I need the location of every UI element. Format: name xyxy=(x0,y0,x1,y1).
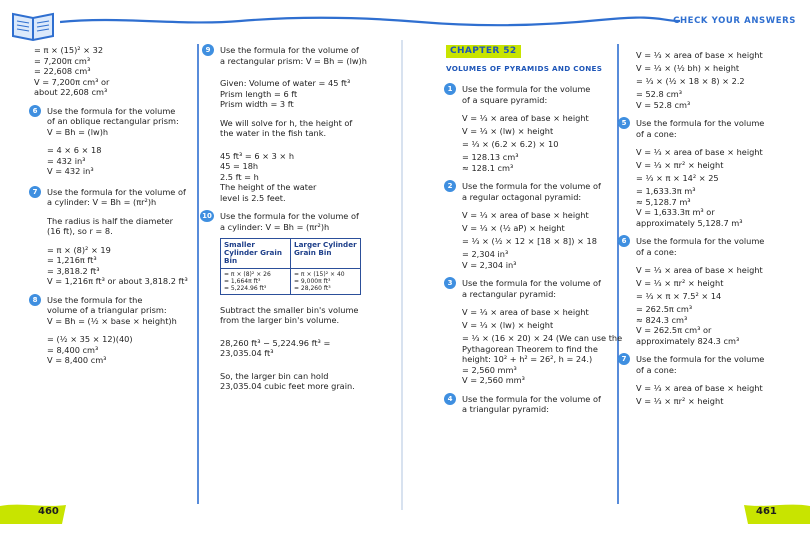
column-1 xyxy=(34,45,194,374)
page-number-right: 461 xyxy=(756,506,777,517)
answer-1 xyxy=(447,84,614,105)
work-line: = 1,633.3π m³ xyxy=(636,186,696,196)
work-line: = 2,560 mm³ xyxy=(462,364,517,375)
prompt-line: of a square pyramid: xyxy=(462,94,548,105)
answer-8 xyxy=(32,294,194,366)
header-wavy-rule xyxy=(60,12,680,28)
grain-bin-table xyxy=(220,238,361,295)
prompt-line: Use the formula for the volume xyxy=(636,236,765,246)
work-line: V = ⅓ × area of base × height xyxy=(462,113,589,123)
note-line: The radius is half the diameter xyxy=(47,215,174,226)
given-line: Prism length = 6 ft xyxy=(220,88,298,99)
prompt-line: a regular octagonal pyramid: xyxy=(462,191,582,202)
column-divider xyxy=(196,44,200,504)
work-line: V = 2,304 in³ xyxy=(462,259,517,270)
prompt-line: a rectangular prism: V = Bh = (lw)h xyxy=(220,55,367,66)
work-line: = ⅓ × (½ × 18 × 8) × 2.2 xyxy=(636,76,745,86)
chapter-title: CHAPTER 52 xyxy=(446,45,521,58)
answer-number-badge: 6 xyxy=(618,235,630,247)
table-cell xyxy=(291,268,361,294)
work-line: = 1,216π ft³ xyxy=(47,255,97,265)
prompt-line: Use the formula for the volume of xyxy=(220,211,359,221)
work-line: V = ⅓ × area of base × height xyxy=(462,307,589,317)
work-line: 2.5 ft = h xyxy=(220,171,259,182)
cell-line: = π × (15)² × 40 xyxy=(294,270,345,278)
work-line: approximately 5,128.7 m³ xyxy=(636,217,743,228)
work-line: = 4 × 6 × 18 xyxy=(47,145,102,155)
work-line: = ⅓ × π × 14² × 25 xyxy=(636,173,719,183)
prompt-line: Use the formula for the volume of xyxy=(462,181,601,191)
given-line: Prism width = 3 ft xyxy=(220,99,294,109)
answer-9 xyxy=(205,45,396,203)
answer-2 xyxy=(447,181,614,202)
table-cell xyxy=(221,268,291,294)
prompt-line: of an oblique rectangular prism: xyxy=(47,116,179,126)
answer-number-badge: 7 xyxy=(29,186,41,198)
prompt-line: a cylinder: V = Bh = (πr²)h xyxy=(220,221,330,232)
work-line: V = ⅓ × (½ aP) × height xyxy=(462,223,565,233)
prompt-line: Use the formula for the volume xyxy=(636,118,765,128)
work-line: = 262.5π cm³ xyxy=(636,304,693,314)
work-line: V = ⅓ × area of base × height xyxy=(636,383,763,393)
work-line: = 52.8 cm³ xyxy=(636,89,683,99)
answer-number-badge: 9 xyxy=(202,44,214,56)
work-line: ≈ 5,128.7 m³ xyxy=(636,196,691,207)
open-book-icon xyxy=(10,8,56,42)
prompt-line: Use the formula for the volume of xyxy=(47,186,186,197)
column-2 xyxy=(202,45,396,400)
continued-solution xyxy=(34,45,194,98)
work-line: level is 2.5 feet. xyxy=(220,192,286,203)
column-3 xyxy=(446,45,623,423)
work-line: V = 432 in³ xyxy=(47,166,94,176)
answer-number-badge: 1 xyxy=(444,83,456,95)
conclusion-line: 23,035.04 cubic feet more grain. xyxy=(220,381,355,392)
work-line: V = 1,633.3π m³ or xyxy=(636,207,715,217)
work-line: = ⅓ × (6.2 × 6.2) × 10 xyxy=(462,139,559,149)
answer-number-badge: 5 xyxy=(618,117,630,129)
work-line: V = 2,560 mm³ xyxy=(462,375,525,385)
note-line: the water in the fish tank. xyxy=(220,128,327,138)
work-block xyxy=(636,383,804,409)
prompt-line: of a cone: xyxy=(636,128,677,139)
prompt-line: Use the formula for the volume of xyxy=(462,278,601,288)
answer-4 xyxy=(447,393,614,415)
cell-line: = π × (8)² × 26 xyxy=(224,270,271,278)
work-line: V = 7,200π cm³ or xyxy=(34,76,110,87)
work-line: = 3,818.2 ft³ xyxy=(47,265,100,276)
cell-line: = 28,260 ft³ xyxy=(294,284,331,292)
prompt-line: a triangular pyramid: xyxy=(462,404,549,414)
note-line: from the larger bin's volume. xyxy=(220,315,340,326)
answer-number-badge: 7 xyxy=(618,353,630,365)
answer-number-badge: 10 xyxy=(200,210,214,222)
answer-3 xyxy=(447,278,614,299)
footer-band-left xyxy=(0,502,70,526)
work-line: V = ⅓ × πr² × height xyxy=(636,396,724,406)
work-block xyxy=(636,265,804,346)
prompt-line: Use the formula for the volume of xyxy=(220,45,359,55)
work-block xyxy=(462,210,614,270)
work-line: = 128.13 cm³ xyxy=(462,152,519,162)
work-line: V = ⅓ × area of base × height xyxy=(636,265,763,275)
work-line: 23,035.04 ft³ xyxy=(220,348,274,359)
table-header: Larger Cylinder Grain Bin xyxy=(291,239,361,269)
prompt-line: Use the formula for the volume xyxy=(636,354,765,364)
note-line: Subtract the smaller bin's volume xyxy=(220,304,359,315)
work-line: about 22,608 cm³ xyxy=(34,87,108,97)
prompt-line: a rectangular pyramid: xyxy=(462,288,557,299)
work-line: V = ⅓ × area of base × height xyxy=(636,147,763,157)
work-line: The height of the water xyxy=(220,182,317,192)
prompt-line: V = Bh = (lw)h xyxy=(47,126,109,137)
work-line: = 2,304 in³ xyxy=(462,249,509,259)
prompt-line: Use the formula for the volume xyxy=(47,105,176,116)
work-block xyxy=(636,147,804,228)
work-line: = π × (15)² × 32 xyxy=(34,45,104,55)
note-line: (16 ft), so r = 8. xyxy=(47,226,113,236)
work-line: 45 ft³ = 6 × 3 × h xyxy=(220,150,295,161)
prompt-line: V = Bh = (½ × base × height)h xyxy=(47,315,177,326)
work-line: = ⅓ × (16 × 20) × 24 (We can use the xyxy=(462,333,623,343)
given-line: Given: Volume of water = 45 ft³ xyxy=(220,78,351,88)
conclusion-line: So, the larger bin can hold xyxy=(220,370,329,381)
cell-line: = 5,224.96 ft³ xyxy=(224,284,267,292)
answer-number-badge: 4 xyxy=(444,393,456,405)
work-line: 28,260 ft³ − 5,224.96 ft³ = xyxy=(220,337,331,348)
column-divider xyxy=(616,44,620,504)
work-line: Pythagorean Theorem to find the xyxy=(462,343,598,354)
answer-number-badge: 8 xyxy=(29,294,41,306)
chapter-subtitle: VOLUMES OF PYRAMIDS AND CONES xyxy=(446,63,603,73)
work-line: V = ⅓ × πr² × height xyxy=(636,278,724,288)
section-header: CHECK YOUR ANSWERS xyxy=(673,16,796,26)
answer-7 xyxy=(32,186,194,287)
work-block xyxy=(462,307,623,386)
work-line: V = 8,400 cm³ xyxy=(47,355,107,365)
work-block xyxy=(462,113,614,173)
work-line: = 7,200π cm³ xyxy=(34,55,91,66)
work-line: 45 = 18h xyxy=(220,161,259,171)
answer-number-badge: 2 xyxy=(444,180,456,192)
work-line: = ⅓ × (½ × 12 × [18 × 8]) × 18 xyxy=(462,236,597,246)
work-line: V = ⅓ × area of base × height xyxy=(636,50,763,60)
answer-10 xyxy=(202,211,396,392)
work-line: height: 10² + h² = 26², h = 24.) xyxy=(462,354,593,364)
prompt-line: of a cone: xyxy=(636,246,677,257)
answer-6 xyxy=(621,236,804,257)
prompt-line: of a cone: xyxy=(636,364,677,375)
work-line: V = ⅓ × (½ bh) × height xyxy=(636,63,740,73)
work-line: V = ⅓ × (lw) × height xyxy=(462,320,554,330)
prompt-line: Use the formula for the volume xyxy=(462,84,591,94)
work-line: = 8,400 cm³ xyxy=(47,344,99,355)
work-line: ≈ 128.1 cm³ xyxy=(462,162,514,173)
answer-number-badge: 6 xyxy=(29,105,41,117)
cell-line: = 1,664π ft³ xyxy=(224,277,261,285)
page-gutter xyxy=(400,40,404,510)
work-line: approximately 824.3 cm³ xyxy=(636,335,740,346)
answer-number-badge: 3 xyxy=(444,277,456,289)
page-number-left: 460 xyxy=(38,506,59,517)
work-line: = π × (8)² × 19 xyxy=(47,244,111,255)
answer-5 xyxy=(621,118,804,139)
work-block xyxy=(636,50,804,110)
cell-line: = 9,000π ft³ xyxy=(294,277,331,285)
answer-7 xyxy=(621,354,804,375)
answer-6 xyxy=(32,105,194,177)
work-line: = ⅓ × π × 7.5² × 14 xyxy=(636,291,722,301)
work-line: V = 52.8 cm³ xyxy=(636,99,691,110)
work-line: = 432 in³ xyxy=(47,155,86,166)
work-line: = (½ × 35 × 12)(40) xyxy=(47,334,133,344)
work-line: V = 262.5π cm³ or xyxy=(636,325,712,335)
prompt-line: a cylinder: V = Bh = (πr²)h xyxy=(47,197,157,207)
prompt-line: Use the formula for the xyxy=(47,294,143,305)
work-line: V = ⅓ × πr² × height xyxy=(636,160,724,170)
table-header: Smaller Cylinder Grain Bin xyxy=(221,239,291,269)
note-line: We will solve for h, the height of xyxy=(220,117,353,128)
column-4 xyxy=(621,50,804,417)
work-line: V = ⅓ × (lw) × height xyxy=(462,126,554,136)
prompt-line: Use the formula for the volume of xyxy=(462,393,601,404)
work-line: ≈ 824.3 cm³ xyxy=(636,314,688,325)
work-line: V = 1,216π ft³ or about 3,818.2 ft³ xyxy=(47,276,188,286)
work-line: = 22,608 cm³ xyxy=(34,66,91,76)
prompt-line: volume of a triangular prism: xyxy=(47,305,167,315)
work-line: V = ⅓ × area of base × height xyxy=(462,210,589,220)
